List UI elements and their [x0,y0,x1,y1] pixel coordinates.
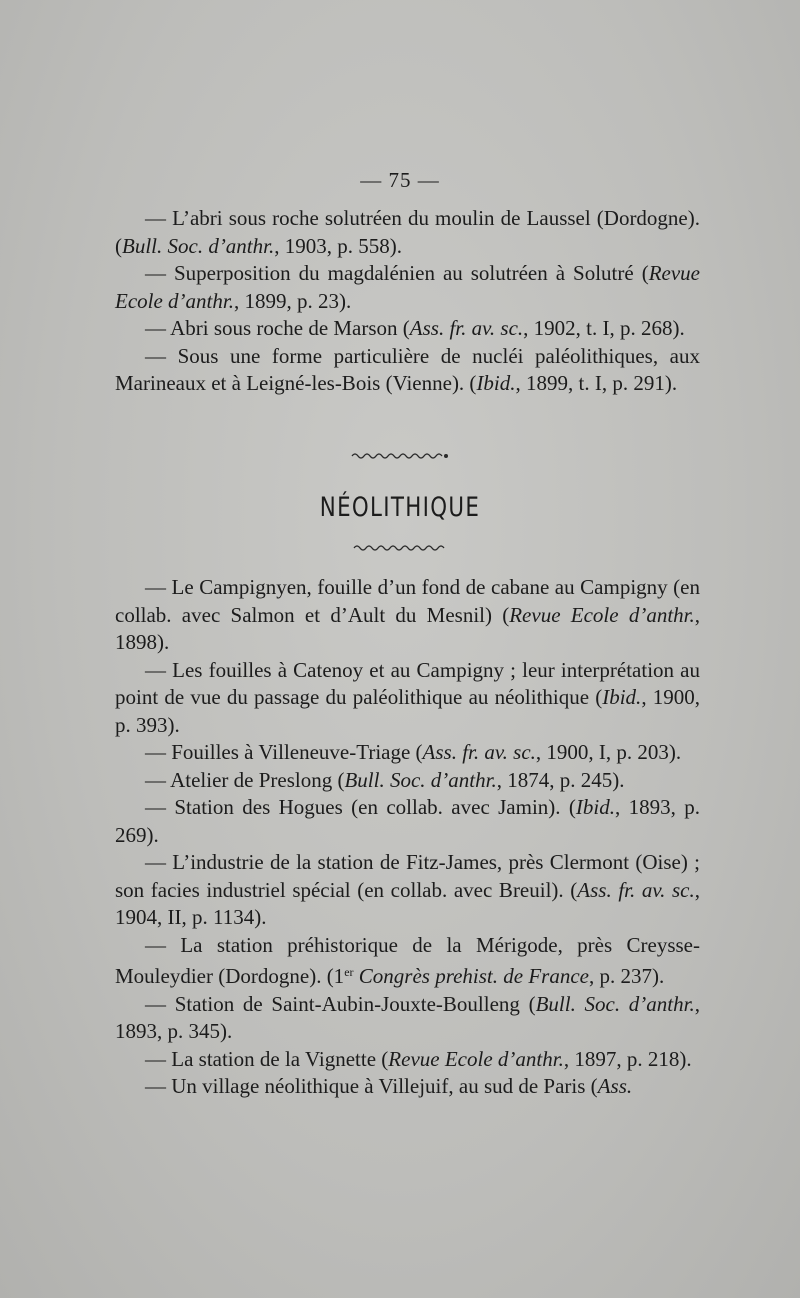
bibliography-entry: — Le Campignyen, fouille d’un fond de cabane au Campigny (en collab. avec Salmon et d’Ault du Mesnil) (Revue Ecole d’anthr., 1898). [115,575,700,654]
bibliography-entry: — L’abri sous roche solutréen du moulin de Laussel (Dordogne). (Bull. Soc. d’anthr., 1903, p. 558). [115,206,700,258]
bibliography-entry: — La station préhistorique de la Mérigode, près Creysse-Mouleydier (Dordogne). (1er Congrès prehist. de France, p. 237). [115,932,700,988]
bibliography-entry: — Superposition du magdalénien au solutréen à Solutré (Revue Ecole d’anthr., 1899, p. 23). [115,261,700,313]
page-number: — 75 — [360,168,440,192]
bibliography-entry: — Station des Hogues (en collab. avec Jamin). (Ibid., 1893, p. 269). [115,795,701,847]
bibliography-entry: — Abri sous roche de Marson (Ass. fr. av. sc., 1902, t. I, p. 268). [145,316,685,340]
section-title: NÉOLITHIQUE [319,492,481,523]
bibliography-entry: — L’industrie de la station de Fitz-James, près Clermont (Oise) ; son facies industriel spécial (en collab. avec Breuil). (Ass. fr. av. sc., 1904, II, p. 1134). [115,850,700,929]
bibliography-entry: — Sous une forme particulière de nucléi paléolithiques, aux Marineaux et à Leigné-les-Bois (Vienne). (Ibid., 1899, t. I, p. 291). [115,343,700,395]
bibliography-block-neolithic [115,574,700,1101]
wavy-divider-top [0,449,800,467]
bibliography-block-paleolithic [115,205,700,398]
bibliography-entry: — Les fouilles à Catenoy et au Campigny ; leur interprétation au point de vue du passage du paléolithique au néolithique (Ibid., 1900, p. 393). [115,657,700,737]
bibliography-entry: — Atelier de Preslong (Bull. Soc. d’anthr., 1874, p. 245). [145,767,625,792]
bibliography-entry: — La station de la Vignette (Revue Ecole d’anthr., 1897, p. 218). [145,1046,692,1071]
bibliography-entry: — Un village néolithique à Villejuif, au sud de Paris (Ass. [145,1074,633,1098]
bibliography-entry: — Fouilles à Villeneuve-Triage (Ass. fr. av. sc., 1900, I, p. 203). [145,740,682,764]
wavy-divider-bottom [0,541,800,559]
bibliography-entry: — Station de Saint-Aubin-Jouxte-Boulleng (Bull. Soc. d’anthr., 1893, p. 345). [115,991,700,1043]
